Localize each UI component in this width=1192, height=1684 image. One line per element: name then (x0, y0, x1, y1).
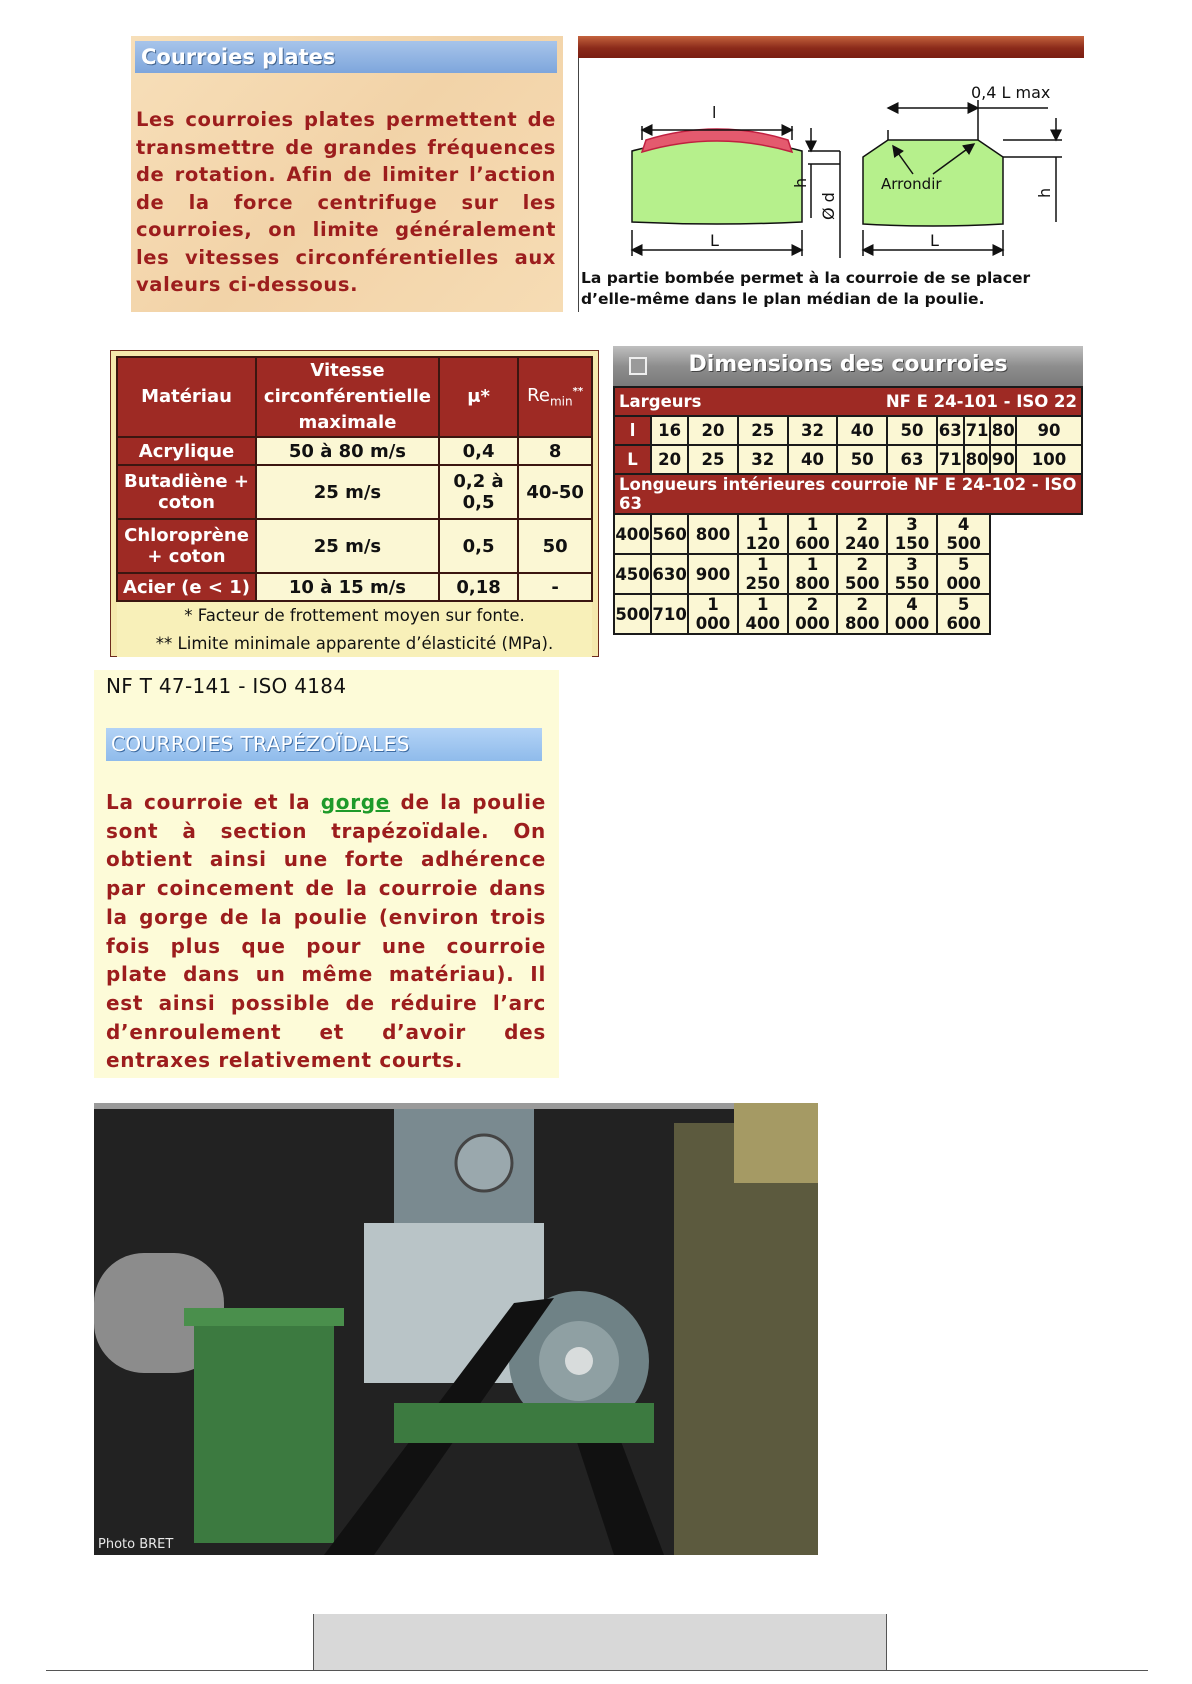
table-cell: 50 (887, 416, 937, 445)
row-label: l (614, 416, 651, 445)
table-row: Acier (e < 1) 10 à 15 m/s 0,18 - (117, 573, 592, 601)
table-row (614, 445, 1082, 474)
table-cell: 80 (964, 445, 991, 474)
footer-box (313, 1614, 887, 1670)
materials-table (116, 356, 593, 657)
label-l: l (712, 103, 717, 122)
crowned-pulley-shape (632, 140, 802, 225)
table-cell: 900 (688, 554, 738, 594)
label-h-right: h (1035, 187, 1054, 198)
trapezoidal-text: La courroie et la gorge de la poulie sont à section trapézoïdale. On obtient ainsi une forte adhérence par coincement de la courroie dans la gorge de la poulie (environ trois fois plus que pour une courroie plate dans un même matériau). Il est ainsi possible de réduire l’arc d’enroulement et d’avoir des entraxes relativement courts. (106, 790, 546, 1073)
row-label: L (614, 445, 651, 474)
table-row: Acrylique 50 à 80 m/s 0,4 8 (117, 437, 592, 465)
table-cell: 63 (937, 416, 964, 445)
table-cell: 5 600 (937, 594, 991, 634)
table-row: Chloroprène + coton 25 m/s 0,5 50 (117, 519, 592, 573)
trapezoidal-belts-panel (94, 670, 559, 1078)
table-cell: 40 (788, 445, 838, 474)
standard-reference: NF T 47-141 - ISO 4184 (106, 674, 347, 698)
table-cell: 100 (1016, 445, 1082, 474)
checkbox-icon[interactable] (629, 357, 647, 375)
dimensions-table (613, 386, 1083, 635)
machine-photo-illustration (94, 1103, 818, 1555)
header-mu: μ* (439, 357, 518, 437)
table-row (614, 416, 1082, 445)
footnote-1: * Facteur de frottement moyen sur fonte. (117, 601, 592, 629)
caption-line-2: d’elle-même dans le plan médian de la poulie. (581, 290, 985, 308)
table-cell: 2 240 (837, 514, 887, 554)
table-row (614, 554, 1082, 594)
table-cell: 80 (990, 416, 1016, 445)
table-cell: 25 (688, 445, 738, 474)
widths-header-row: Largeurs NF E 24-101 - ISO 22 (614, 387, 1082, 416)
table-cell: 2 000 (788, 594, 838, 634)
table-cell: 90 (1016, 416, 1082, 445)
footnote-2: ** Limite minimale apparente d’élasticité (MPa). (117, 629, 592, 657)
table-row (614, 594, 1082, 634)
label-L-left: L (710, 231, 719, 250)
gorge-link[interactable]: gorge (320, 790, 391, 814)
table-cell: 450 (614, 554, 651, 594)
table-cell: 40 (837, 416, 887, 445)
label-L-right: L (930, 231, 939, 250)
table-cell: 25 (738, 416, 788, 445)
table-cell: 710 (651, 594, 688, 634)
header-speed: Vitesse circonférentielle maximale (256, 357, 439, 437)
photo-credit: Photo BRET (98, 1537, 174, 1552)
flat-belts-text: Les courroies plates permettent de transmettre de grandes fréquences de rotation. Afin de limiter l’action de la force centrifuge sur les courroies, on limite généralement les vitesses circonférentielles aux valeurs ci-dessous. (136, 108, 556, 296)
table-cell: 630 (651, 554, 688, 594)
table-row: Butadiène + coton 25 m/s 0,2 à 0,5 40-50 (117, 465, 592, 519)
table-cell: 1 250 (738, 554, 788, 594)
table-cell: 1 600 (788, 514, 838, 554)
table-cell: 560 (651, 514, 688, 554)
flat-belts-panel (131, 36, 563, 312)
table-cell: 3 150 (887, 514, 937, 554)
table-cell: 71 (937, 445, 964, 474)
table-cell: 32 (788, 416, 838, 445)
table-cell: 1 800 (788, 554, 838, 594)
header-material: Matériau (117, 357, 256, 437)
table-cell: 63 (887, 445, 937, 474)
label-diameter: Ø d (819, 192, 838, 220)
materials-table-panel (110, 350, 599, 657)
label-max: 0,4 L max (971, 83, 1051, 102)
table-cell: 16 (651, 416, 688, 445)
table-cell: 1 000 (688, 594, 738, 634)
table-cell: 2 800 (837, 594, 887, 634)
table-cell: 71 (964, 416, 991, 445)
table-cell: 400 (614, 514, 651, 554)
table-cell: 32 (738, 445, 788, 474)
table-cell: 1 400 (738, 594, 788, 634)
table-cell: 3 550 (887, 554, 937, 594)
table-cell: 50 (837, 445, 887, 474)
diagram-caption (581, 268, 1081, 310)
table-cell: 20 (651, 445, 688, 474)
dimensions-table-panel (613, 346, 1083, 633)
trapezoidal-title: COURROIES TRAPÉZOÏDALES (106, 728, 542, 761)
lengths-header-row: Longueurs intérieures courroie NF E 24-102 - ISO 63 (614, 474, 1082, 514)
table-cell: 4 000 (887, 594, 937, 634)
label-h-left: h (791, 177, 810, 188)
table-cell: 800 (688, 514, 738, 554)
belt-drive-photo (94, 1103, 818, 1555)
table-cell: 500 (614, 594, 651, 634)
pulley-profile-diagram (578, 58, 1084, 268)
header-re: $Re_{min}^{**}$ (518, 357, 592, 437)
table-cell: 20 (688, 416, 738, 445)
pulley-diagram-panel (578, 36, 1084, 312)
table-cell: 2 500 (837, 554, 887, 594)
table-cell: 5 000 (937, 554, 991, 594)
dimensions-title: Dimensions des courroies (613, 346, 1083, 386)
caption-line-1: La partie bombée permet à la courroie de se placer (581, 269, 1031, 287)
flat-belts-title: Courroies plates (135, 41, 557, 73)
table-cell: 1 120 (738, 514, 788, 554)
footer-line (46, 1670, 1148, 1671)
label-arrondir: Arrondir (881, 175, 942, 193)
diagram-top-bar (578, 36, 1084, 58)
table-row (614, 514, 1082, 554)
table-cell: 90 (990, 445, 1016, 474)
table-cell: 4 500 (937, 514, 991, 554)
